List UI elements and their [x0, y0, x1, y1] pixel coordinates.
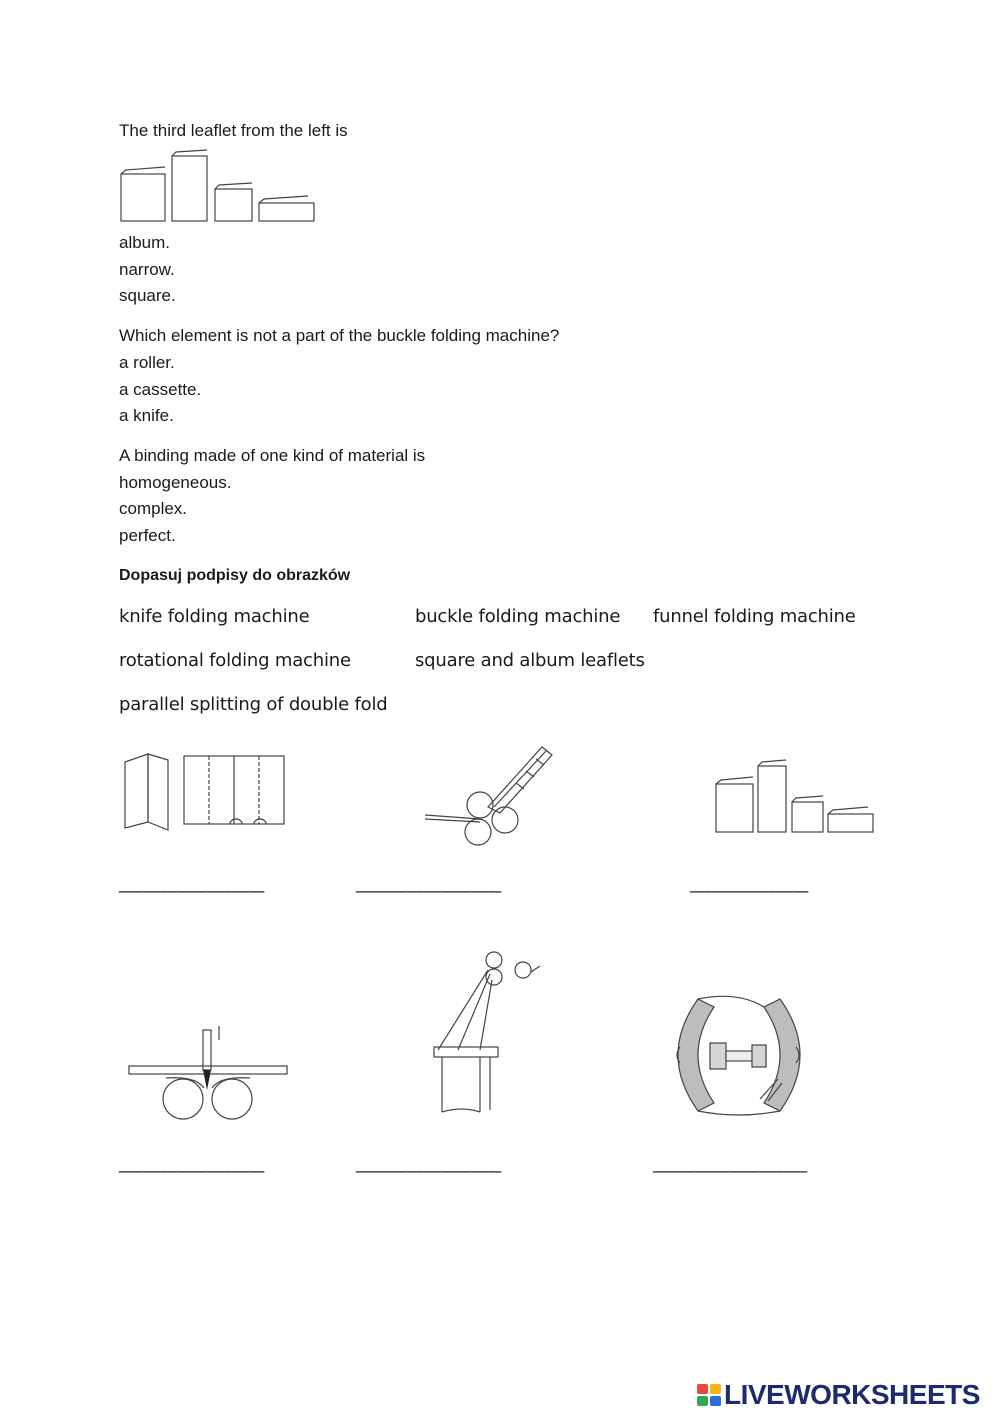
liveworksheets-brand-text: LIVEWORKSHEETS — [724, 1379, 980, 1410]
question-3-option-3[interactable]: perfect. — [119, 526, 176, 545]
buckle-folder-image — [420, 743, 560, 853]
matching-heading: Dopasuj podpisy do obrazków — [119, 567, 351, 584]
rotational-folder-image — [668, 995, 810, 1117]
question-1-prompt: The third leaflet from the left is — [119, 121, 348, 140]
liveworksheets-logo-icon — [697, 1382, 721, 1408]
answer-blank-1[interactable]: ________________ — [119, 873, 264, 893]
caption-square-album-leaflets[interactable]: square and album leaflets — [415, 650, 645, 671]
question-2-prompt: Which element is not a part of the buckle folding machine? — [119, 326, 560, 345]
liveworksheets-logo[interactable] — [697, 1377, 980, 1413]
question-2-option-3[interactable]: a knife. — [119, 406, 174, 425]
question-1-option-1[interactable]: album. — [119, 233, 171, 252]
question-3-option-1[interactable]: homogeneous. — [119, 473, 232, 492]
answer-blank-4[interactable]: ________________ — [119, 1153, 264, 1173]
caption-parallel-splitting[interactable]: parallel splitting of double fold — [119, 694, 388, 715]
question-2-option-2[interactable]: a cassette. — [119, 380, 202, 399]
funnel-folder-image — [428, 950, 544, 1120]
leaflets-image-large — [712, 758, 877, 836]
question-1-option-3[interactable]: square. — [119, 286, 176, 305]
answer-blank-6[interactable]: _________________ — [653, 1153, 807, 1173]
parallel-fold-image — [120, 752, 290, 834]
caption-funnel-folding-machine[interactable]: funnel folding machine — [653, 606, 856, 627]
answer-blank-2[interactable]: ________________ — [356, 873, 501, 893]
caption-rotational-folding-machine[interactable]: rotational folding machine — [119, 650, 351, 671]
caption-buckle-folding-machine[interactable]: buckle folding machine — [415, 606, 621, 627]
question-3-prompt: A binding made of one kind of material is — [119, 446, 426, 465]
leaflets-image-small — [118, 148, 318, 224]
knife-folder-image — [126, 1018, 291, 1124]
question-1-option-2[interactable]: narrow. — [119, 260, 175, 279]
question-2-option-1[interactable]: a roller. — [119, 353, 175, 372]
answer-blank-3[interactable]: _____________ — [690, 873, 808, 893]
question-3-option-2[interactable]: complex. — [119, 499, 188, 518]
answer-blank-5[interactable]: ________________ — [356, 1153, 501, 1173]
caption-knife-folding-machine[interactable]: knife folding machine — [119, 606, 310, 627]
